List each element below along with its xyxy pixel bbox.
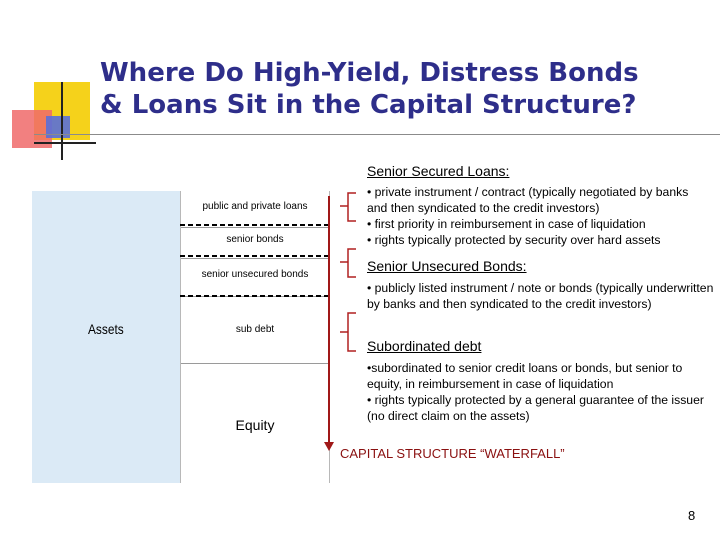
deco-horizontal-line <box>34 142 96 144</box>
waterfall-arrow-head <box>324 442 334 451</box>
assets-label: Assets <box>88 321 124 337</box>
tranche-label: public and private loans <box>202 201 308 212</box>
bullets-subordinated <box>367 360 717 424</box>
dashed-divider <box>180 224 328 226</box>
bullet-item: • publicly listed instrument / note or bonds (typically underwritten by banks and then syndicated to the credit investors) <box>367 281 714 311</box>
tranche-label: senior bonds <box>226 234 284 245</box>
heading-subordinated: Subordinated debt <box>367 338 482 354</box>
dashed-divider <box>180 295 328 297</box>
dashed-divider <box>180 255 328 257</box>
slide-title <box>100 57 710 121</box>
waterfall-arrow-shaft <box>328 196 330 443</box>
heading-senior-unsecured: Senior Unsecured Bonds: <box>367 258 527 274</box>
tranche-separator <box>181 227 329 228</box>
tranche-label: senior unsecured bonds <box>201 269 309 280</box>
assets-panel <box>32 191 180 483</box>
bullet-item: • rights typically protected by security over hard assets <box>367 233 661 247</box>
waterfall-label: CAPITAL STRUCTURE “WATERFALL” <box>340 446 565 461</box>
title-divider <box>34 134 720 135</box>
heading-senior-secured: Senior Secured Loans: <box>367 163 510 179</box>
tranche-separator <box>181 258 329 259</box>
tranche-label: sub debt <box>235 324 275 335</box>
bracket-senior-unsecured <box>336 248 358 278</box>
bullet-item: •subordinated to senior credit loans or bonds, but senior to equity, in reimbursement in case of liquidation <box>367 361 683 391</box>
equity-label: Equity <box>235 417 275 433</box>
title-line-1: Where Do High-Yield, Distress Bonds <box>100 58 639 88</box>
slide-number: 8 <box>688 508 696 523</box>
bracket-subordinated <box>336 312 358 352</box>
bullet-item: • first priority in reimbursement in case of liquidation <box>367 217 646 231</box>
bullet-item: • rights typically protected by a general guarantee of the issuer (no direct claim on the assets) <box>367 393 704 423</box>
bullets-senior-secured <box>367 184 712 248</box>
corner-decoration <box>0 0 100 170</box>
tranche-separator <box>181 363 329 364</box>
deco-vertical-line <box>61 82 63 160</box>
bullets-senior-unsecured <box>367 280 717 312</box>
bullet-item: • private instrument / contract (typically negotiated by banks and then syndicated to the credit investors) <box>367 185 689 215</box>
bracket-senior-secured <box>336 192 358 222</box>
title-line-2: & Loans Sit in the Capital Structure? <box>100 90 637 120</box>
